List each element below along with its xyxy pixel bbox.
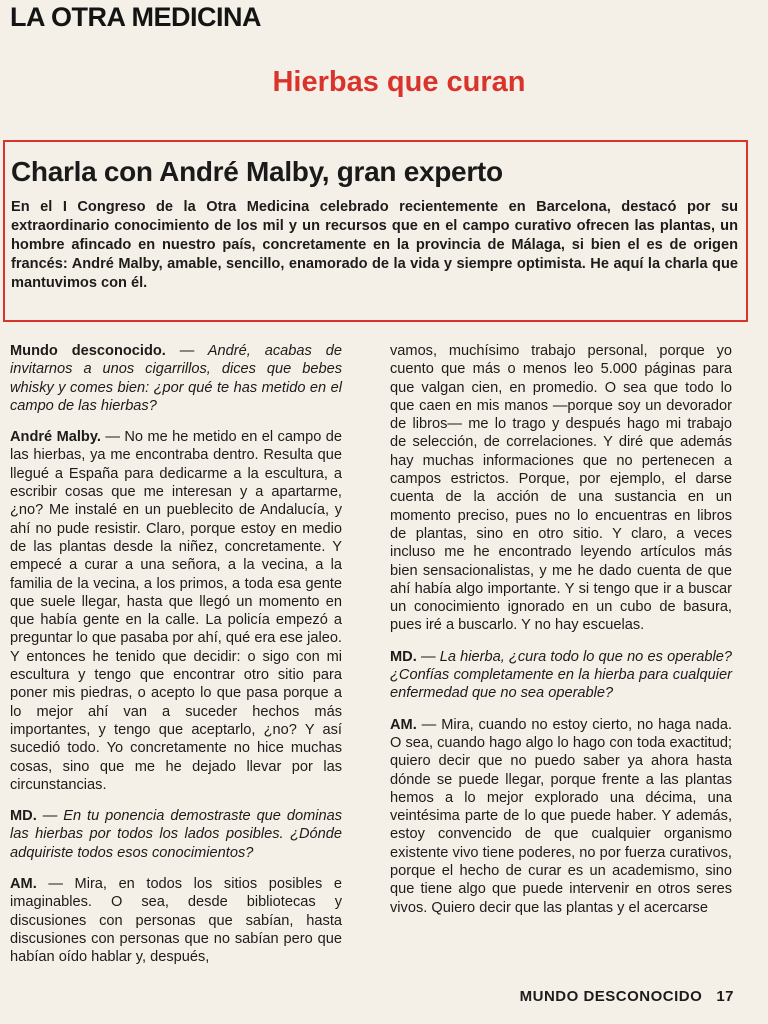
interview-paragraph: Mundo desconocido. — André, acabas de invitarnos a unos cigarrillos, dices que bebes whisky y comes bien: ¿por qué te has metido en el campo de las hierbas? <box>10 343 342 414</box>
question-text: En tu ponencia demostraste que dominas las hierbas por todos los lados posibles. ¿Dónde adquiriste todos esos conocimientos? <box>10 808 343 861</box>
interview-paragraph: André Malby. — No me he metido en el campo de las hierbas, ya me encontraba dentro. Resulta que llegué a España para dedicarme a la escultura, a escribir cosas que me interesan y a apartarme, ¿no? Me instalé en un pueblecito de Andalucía, y ahí no pude resistir. Claro, porque estoy en medio de las plantas desde la niñez, concretamente. Y empecé a curar a una señora, a la vecina, a la familia de la vecina, a los primos, a toda esa gente que suele llegar, hasta que llegó un momento en que había gente en la calle. La policía empezó a preguntar lo que pasaba por ahí, qué era ese jaleo. Y entonces he tenido que decidir: o sigo con mi escultura y tengo que encontrar otro sitio para poner mis piedras, o acepto lo que pasa porque a lo mejor ahí van a suceder hechos más importantes, y tengo que aceptarlo, ¿no? Y así sucedió todo. Yo concretamente no hice muchas cosas, sino que me he dejado llevar por las circunstancias. <box>10 429 342 793</box>
answer-text: vamos, muchísimo trabajo personal, porque yo cuento que más o menos leo 5.000 páginas para que valgan cien, en promedio. O sea que todo lo que caen en mis manos —porque soy un devorador de libros— me lo trago y después hago mi trabajo de selección, de correlaciones. Y diré que además hay muchas informaciones que no pertenecen a campos estrictos. Porque, por ejemplo, el darse cuenta de la acción de una sustancia en un momento preciso, pues no lo encuentras en libros de plantas, sino en otro sitio. Y claro, a veces incluso me he encontrado leyendo artículos más bien sensacionalistas, y me he dado cuenta de que ahí había algo importante. Y si tengo que ir a buscar un conocimiento ignorado en un cubo de basura, pues iré a buscarlo. Y no hay escuelas. <box>390 343 732 634</box>
column-left <box>10 342 342 980</box>
interview-paragraph: MD. — La hierba, ¿cura todo lo que no es operable? ¿Confías completamente en la hierba para cualquier enfermedad que no sea operable? <box>390 648 732 702</box>
question-text: La hierba, ¿cura todo lo que no es operable? ¿Confías completamente en la hierba para cualquier enfermedad que no sea operable? <box>390 648 732 702</box>
speaker-label: Mundo desconocido. <box>10 343 166 359</box>
interview-paragraph <box>390 342 732 635</box>
answer-text: Mira, cuando no estoy cierto, no haga nada. O sea, cuando hago algo lo hago con toda exactitud; quiero decir que no puedo saber ya ahora hasta dónde se puede llegar, porque frente a las plantas hemos a lo mejor explorado una décima, una veintésima parte de lo que puede haber. Y además, estoy convencido de que cualquier organismo existente vivo tiene poderes, no por fuerza curativos, porque el hecho de curar es un academismo, sino que tiene algo que puede intervenir en otros seres vivos. Quiero decir que las plantas y el acercarse <box>390 716 733 916</box>
interview-paragraph: AM. — Mira, en todos los sitios posibles e imaginables. O sea, desde bibliotecas y discusiones con personas que sabían, hasta discusiones con personas que no sabían pero que habían oído hablar y, después, <box>10 876 343 966</box>
speaker-label: MD. <box>10 808 37 825</box>
interview-paragraph: MD. — En tu ponencia demostraste que dominas las hierbas por todos los lados posibles. ¿Dónde adquiriste todos esos conocimientos? <box>10 808 343 861</box>
page-number: 17 <box>716 988 734 1005</box>
intro-box <box>3 140 748 322</box>
article-headline: Hierbas que curan <box>272 66 526 98</box>
intro-title: Charla con André Malby, gran experto <box>11 156 503 187</box>
page-footer <box>520 988 734 1005</box>
intro-text: En el I Congreso de la Otra Medicina celebrado recientemente en Barcelona, destacó por su extraordinario conocimiento de los mil y un recursos que en el campo curativo ofrecen las plantas, un hombre afincado en nuestro país, concretamente en la provincia de Málaga, si bien el es de origen francés: André Malby, amable, sencillo, enamorado de la vida y siempre optimista. He aquí la charla que mantuvimos con él. <box>11 199 738 291</box>
section-title: LA OTRA MEDICINA <box>10 2 261 32</box>
speaker-label: André Malby. <box>10 429 101 446</box>
speaker-label: AM. <box>390 716 417 733</box>
speaker-label: AM. <box>10 876 37 893</box>
interview-paragraph: AM. — Mira, cuando no estoy cierto, no haga nada. O sea, cuando hago algo lo hago con toda exactitud; quiero decir que no puedo saber ya ahora hasta dónde se puede llegar, porque frente a las plantas hemos a lo mejor explorado una décima, una veintésima parte de lo que puede haber. Y además, estoy convencido de que cualquier organismo existente vivo tiene poderes, no por fuerza curativos, porque el hecho de curar es un academismo, sino que tiene algo que puede intervenir en otros seres vivos. Quiero decir que las plantas y el acercarse <box>390 716 733 916</box>
magazine-name: MUNDO DESCONOCIDO <box>519 988 703 1005</box>
column-right <box>390 342 732 930</box>
speaker-label: MD. <box>390 648 417 665</box>
answer-text: Mira, en todos los sitios posibles e imaginables. O sea, desde bibliotecas y discusiones con personas que sabían, hasta discusiones con personas que no sabían pero que habían oído hablar y, después, <box>10 876 343 966</box>
answer-text: No me he metido en el campo de las hierbas, ya me encontraba dentro. Resulta que llegué a España para dedicarme a la escultura, a escribir cosas que me interesan y a apartarme, ¿no? Me instalé en un pueblecito de Andalucía, y ahí no pude resistir. Claro, porque estoy en medio de las plantas desde la niñez, concretamente. Y empecé a curar a una señora, a la vecina, a la familia de la vecina, a los primos, a toda esa gente que suele llegar, hasta que llegó un momento en que había gente en la calle. La policía empezó a preguntar lo que pasaba por ahí, qué era ese jaleo. Y entonces he tenido que decidir: o sigo con mi escultura y tengo que encontrar otro sitio para poner mis piedras, o acepto lo que pasa porque a lo mejor ahí van a suceder hechos más importantes, y tengo que aceptarlo, ¿no? Y así sucedió todo. Yo concretamente no hice muchas cosas, sino que me he dejado llevar por las circunstancias. <box>10 429 342 793</box>
question-text: André, acabas de invitarnos a unos cigarrillos, dices que bebes whisky y comes bien: ¿por qué te has metido en el campo de las hierbas? <box>10 343 342 414</box>
